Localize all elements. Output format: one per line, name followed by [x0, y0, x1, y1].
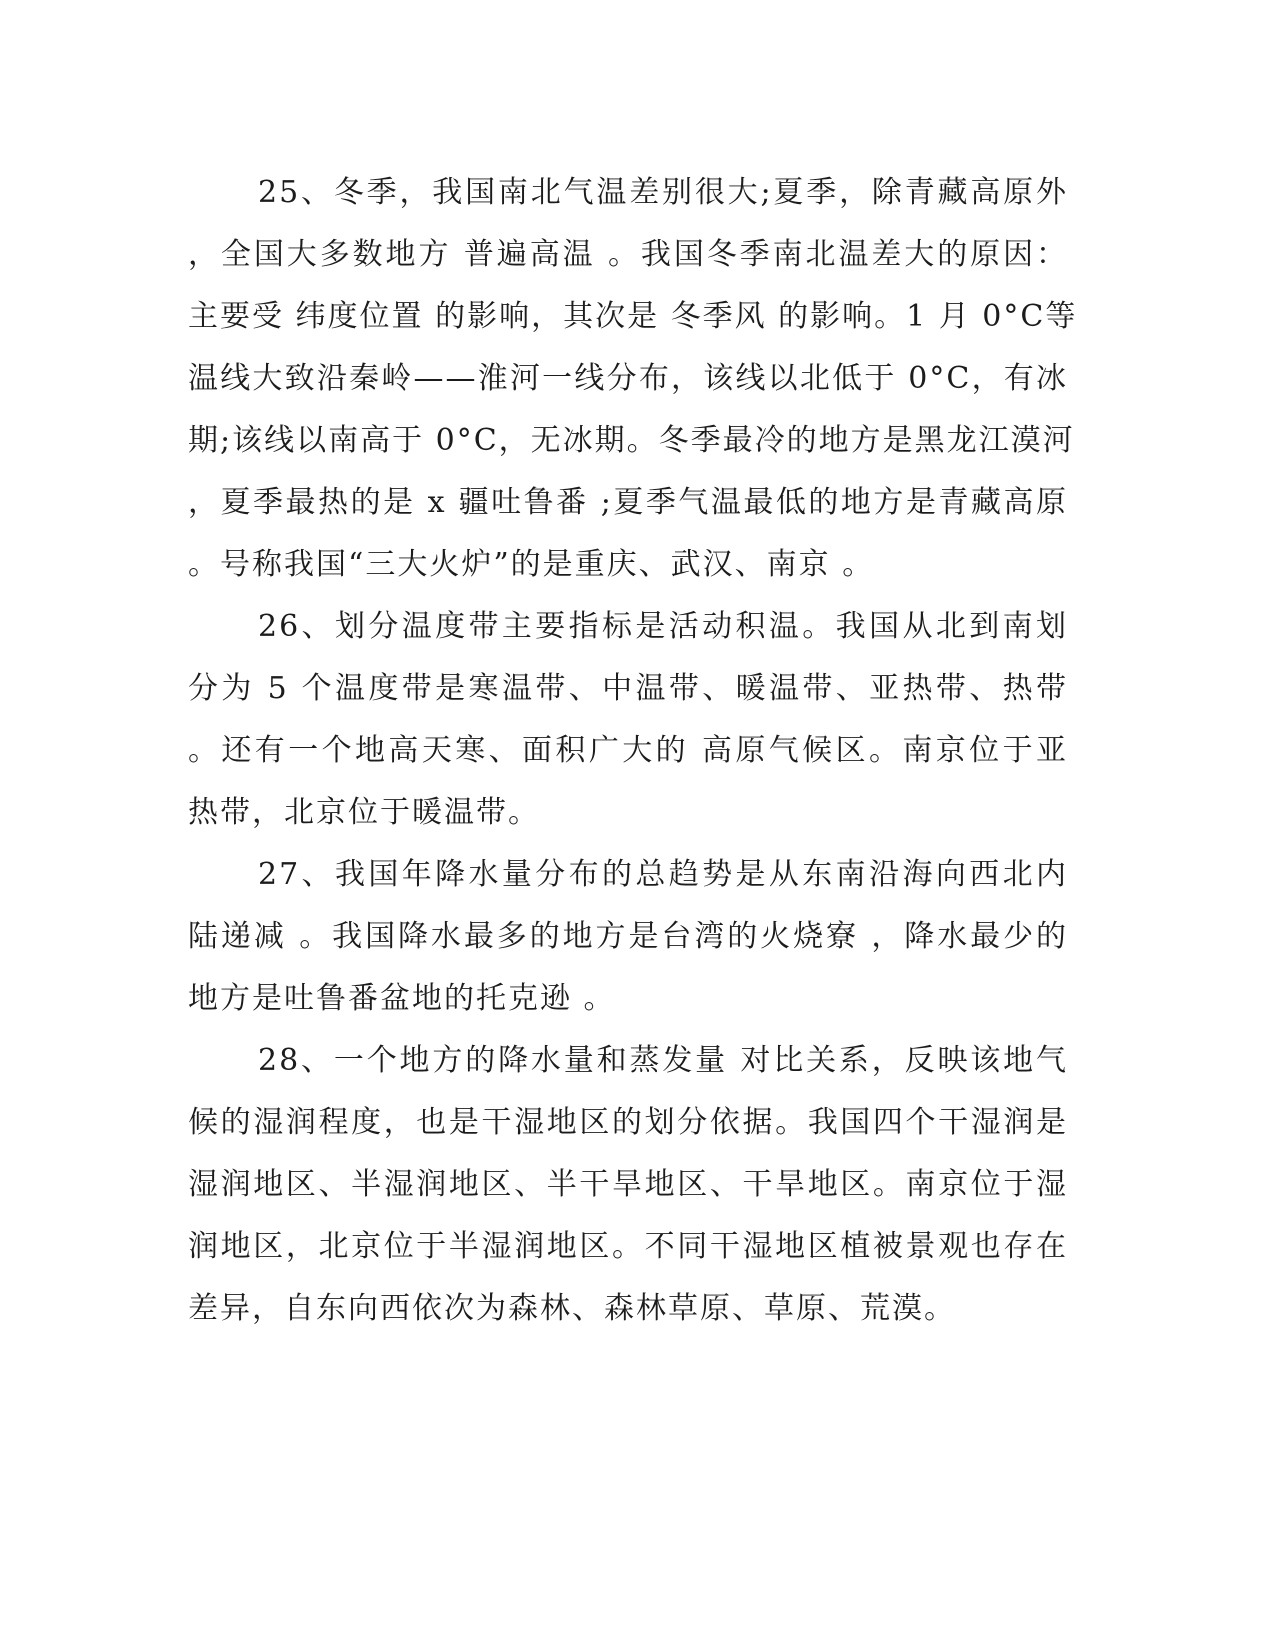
text-line: 28、一个地方的降水量和蒸发量 对比关系，反映该地气: [258, 1043, 1068, 1078]
text-line: 差异，自东向西依次为森林、森林草原、草原、荒漠。: [188, 1291, 956, 1326]
text-line: 。还有一个地高天寒、面积广大的 高原气候区。南京位于亚: [188, 733, 1068, 768]
text-line: 地方是吐鲁番盆地的托克逊 。: [188, 981, 616, 1016]
text-line: ，全国大多数地方 普遍高温 。我国冬季南北温差大的原因：: [188, 237, 1068, 272]
document-body: [188, 162, 1078, 1340]
text-line: 候的湿润程度，也是干湿地区的划分依据。我国四个干湿润是: [188, 1105, 1068, 1140]
text-line: 主要受 纬度位置 的影响，其次是 冬季风 的影响。1 月 0°C等: [188, 299, 1078, 334]
text-line: 期;该线以南高于 0°C，无冰期。冬季最冷的地方是黑龙江漠河: [188, 423, 1075, 458]
text-line: 热带，北京位于暖温带。: [188, 795, 540, 830]
text-line: 湿润地区、半湿润地区、半干旱地区、干旱地区。南京位于湿: [188, 1167, 1068, 1202]
paragraph-27: [188, 844, 1068, 1030]
text-line: 分为 5 个温度带是寒温带、中温带、暖温带、亚热带、热带: [188, 671, 1068, 706]
paragraph-28: [188, 1030, 1068, 1340]
text-line: ，夏季最热的是 x 疆吐鲁番 ;夏季气温最低的地方是青藏高原: [188, 485, 1068, 520]
text-line: 陆递减 。我国降水最多的地方是台湾的火烧寮 ，降水最少的: [188, 919, 1068, 954]
text-line: 26、划分温度带主要指标是活动积温。我国从北到南划: [258, 609, 1068, 644]
text-line: 27、我国年降水量分布的总趋势是从东南沿海向西北内: [258, 857, 1068, 892]
text-line: 温线大致沿秦岭——淮河一线分布，该线以北低于 0°C，有冰: [188, 361, 1068, 396]
text-line: 润地区，北京位于半湿润地区。不同干湿地区植被景观也存在: [188, 1229, 1068, 1264]
text-line: 。号称我国“三大火炉”的是重庆、武汉、南京 。: [188, 547, 875, 582]
paragraph-25: [188, 162, 1078, 596]
text-line: 25、冬季，我国南北气温差别很大;夏季，除青藏高原外: [258, 175, 1068, 210]
paragraph-26: [188, 596, 1068, 844]
